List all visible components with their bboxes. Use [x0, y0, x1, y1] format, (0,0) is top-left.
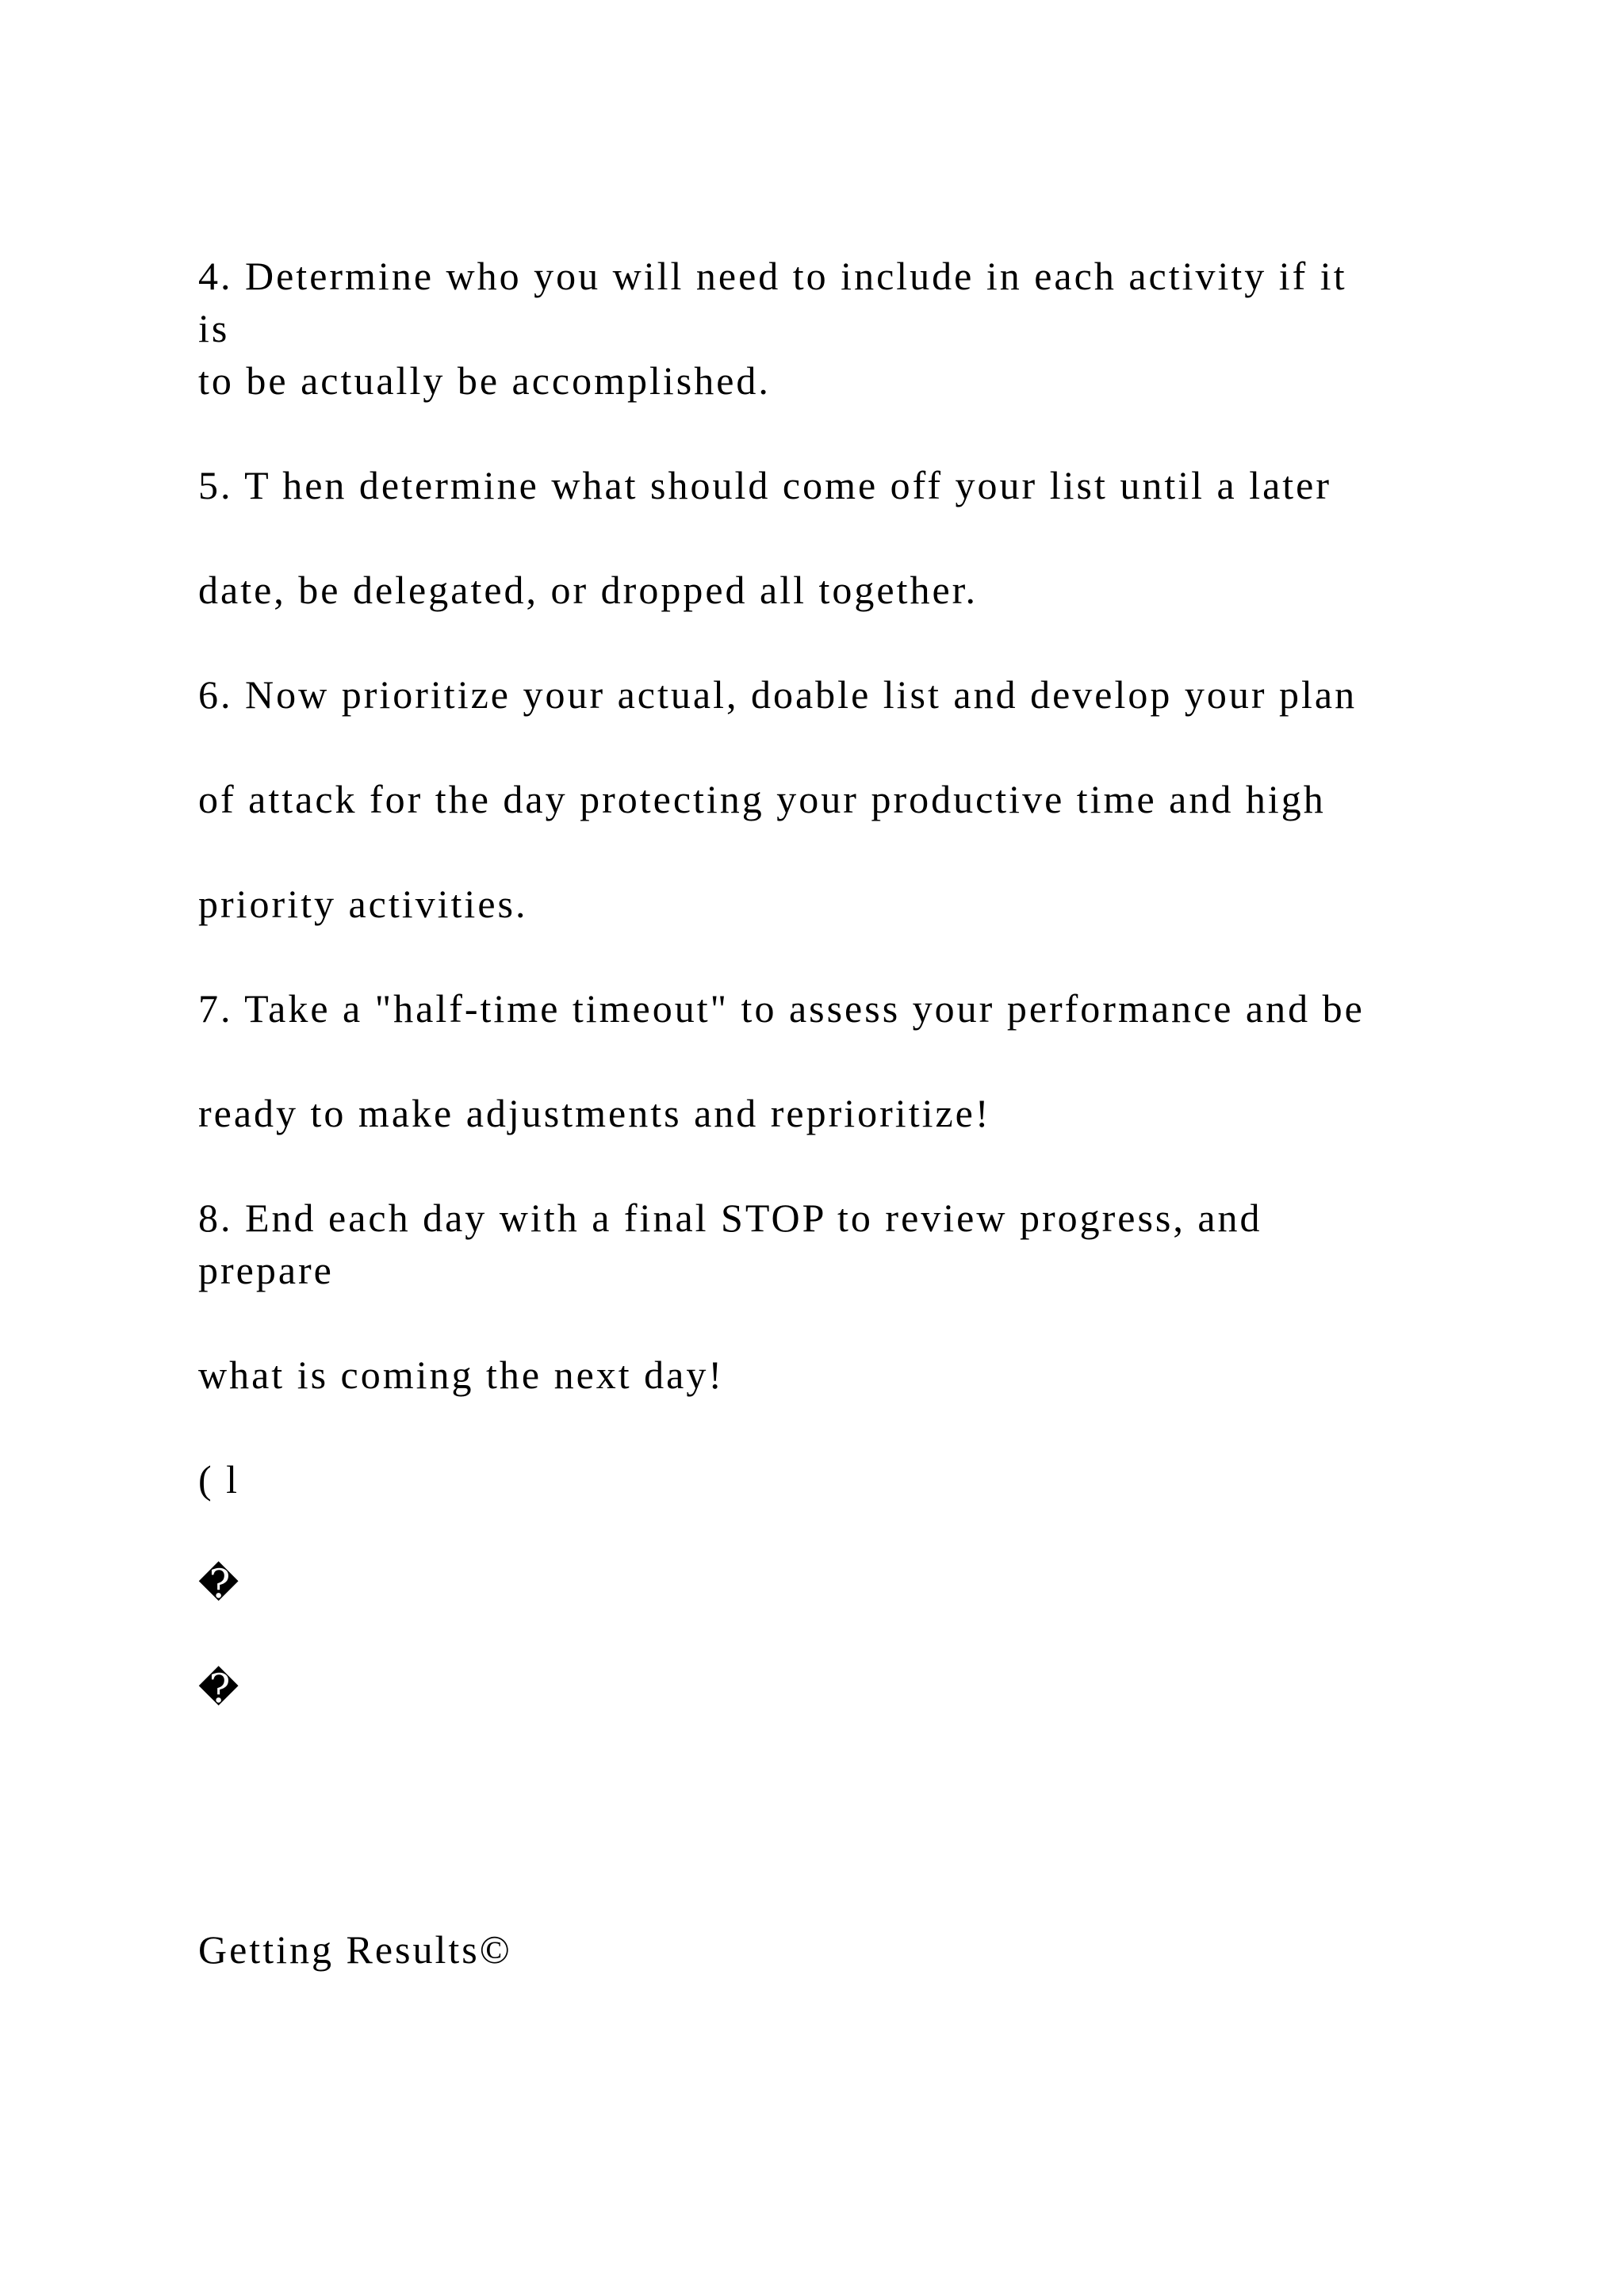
text-line-step-4: 4. Determine who you will need to include in each activity if it [198, 254, 1347, 298]
text-line-step-5: 5. T hen determine what should come off your list until a later [198, 463, 1332, 507]
text-line-step-8-continued: what is coming the next day! [198, 1353, 725, 1397]
text-line-step-6-continued: of attack for the day protecting your productive time and high [198, 777, 1326, 821]
text-line-step-4-continued: to be actually be accomplished. [198, 358, 771, 403]
text-line-step-8: 8. End each day with a final STOP to review progress, and [198, 1196, 1262, 1240]
text-line-step-8-wrap: prepare [198, 1248, 334, 1292]
text-line-fragment: ( l [198, 1457, 240, 1502]
text-line-step-6: 6. Now prioritize your actual, doable list and develop your plan [198, 672, 1358, 717]
text-line-step-5-continued: date, be delegated, or dropped all together. [198, 568, 979, 612]
footer-text: Getting Results© [198, 1927, 512, 1972]
replacement-glyph-1: � [198, 1562, 242, 1606]
replacement-glyph-2: � [198, 1667, 242, 1711]
text-line-step-7: 7. Take a "half-time timeout" to assess your performance and be [198, 986, 1365, 1031]
text-line-step-7-continued: ready to make adjustments and reprioritize! [198, 1091, 991, 1135]
text-line-step-4-wrap: is [198, 306, 230, 350]
text-line-step-6-continued-2: priority activities. [198, 882, 528, 926]
